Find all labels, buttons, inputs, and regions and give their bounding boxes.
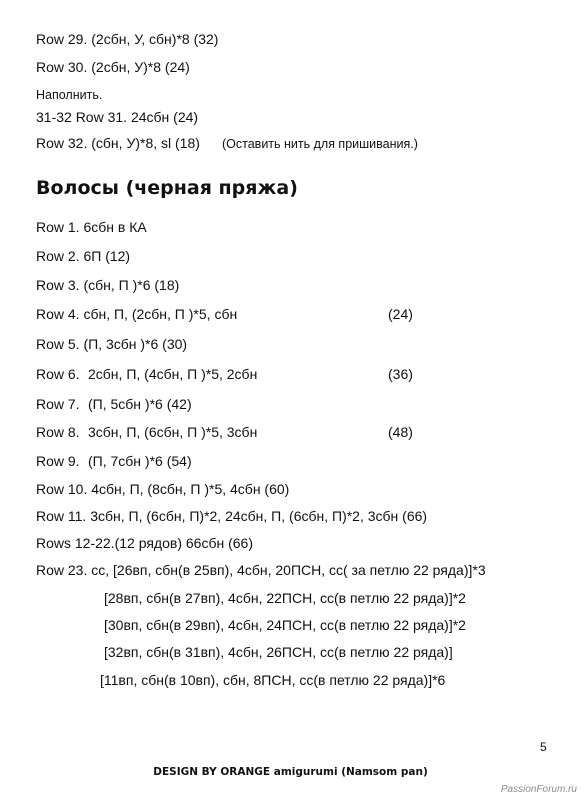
row-9-label: Row 9. bbox=[36, 453, 80, 469]
row-9-text: (П, 7сбн )*6 (54) bbox=[88, 453, 192, 469]
row-31: 31-32 Row 31. 24сбн (24) bbox=[36, 109, 199, 125]
row-8 bbox=[36, 423, 413, 441]
row-23-part-5: [11вп, сбн(в 10вп), сбн, 8ПСН, сс(в петлю 22 ряда)]*6 bbox=[100, 672, 446, 688]
row-2: Row 2. 6П (12) bbox=[36, 248, 131, 264]
section-heading: Волосы (черная пряжа) bbox=[36, 177, 298, 199]
row-10: Row 10. 4сбн, П, (8сбн, П )*5, 4сбн (60) bbox=[36, 481, 290, 497]
row-32 bbox=[36, 134, 418, 152]
row-4 bbox=[36, 305, 413, 323]
row-9 bbox=[36, 452, 192, 470]
row-1: Row 1. 6сбн в КА bbox=[36, 219, 147, 235]
row-6 bbox=[36, 365, 413, 383]
row-5: Row 5. (П, 3сбн )*6 (30) bbox=[36, 336, 188, 352]
row-12-22: Rows 12-22.(12 рядов) 66сбн (66) bbox=[36, 535, 253, 551]
row-6-count: (36) bbox=[388, 366, 413, 382]
row-32-note: (Оставить нить для пришивания.) bbox=[222, 137, 418, 151]
row-23-part-2: [28вп, сбн(в 27вп), 4сбн, 22ПСН, сс(в петлю 22 ряда)]*2 bbox=[104, 590, 466, 606]
footer-credit: DESIGN BY ORANGE amigurumi (Namsom pan) bbox=[153, 766, 428, 778]
row-29: Row 29. (2сбн, У, сбн)*8 (32) bbox=[36, 31, 219, 47]
row-23-part-3: [30вп, сбн(в 29вп), 4сбн, 24ПСН, сс(в петлю 22 ряда)]*2 bbox=[104, 617, 466, 633]
row-11: Row 11. 3сбн, П, (6сбн, П)*2, 24сбн, П, (6сбн, П)*2, 3сбн (66) bbox=[36, 508, 428, 524]
row-32-text: Row 32. (сбн, У)*8, sl (18) bbox=[36, 135, 200, 151]
page-number: 5 bbox=[540, 740, 547, 754]
row-8-text: 3сбн, П, (6сбн, П )*5, 3сбн bbox=[88, 424, 258, 440]
row-30: Row 30. (2сбн, У)*8 (24) bbox=[36, 59, 190, 75]
row-7 bbox=[36, 395, 192, 413]
row-23-part-4: [32вп, сбн(в 31вп), 4сбн, 26ПСН, сс(в петлю 22 ряда)] bbox=[104, 644, 453, 660]
row-3: Row 3. (сбн, П )*6 (18) bbox=[36, 277, 180, 293]
row-7-label: Row 7. bbox=[36, 396, 80, 412]
row-8-label: Row 8. bbox=[36, 424, 80, 440]
row-6-label: Row 6. bbox=[36, 366, 80, 382]
row-23: Row 23. сс, [26вп, сбн(в 25вп), 4сбн, 20ПСН, сс( за петлю 22 ряда)]*3 bbox=[36, 562, 486, 578]
row-8-count: (48) bbox=[388, 424, 413, 440]
row-4-text: Row 4. сбн, П, (2сбн, П )*5, сбн bbox=[36, 306, 238, 322]
row-7-text: (П, 5сбн )*6 (42) bbox=[88, 396, 192, 412]
watermark: PassionForum.ru bbox=[500, 784, 577, 795]
stuff-note: Наполнить. bbox=[36, 88, 103, 102]
row-6-text: 2сбн, П, (4сбн, П )*5, 2сбн bbox=[88, 366, 258, 382]
row-4-count: (24) bbox=[388, 306, 413, 322]
